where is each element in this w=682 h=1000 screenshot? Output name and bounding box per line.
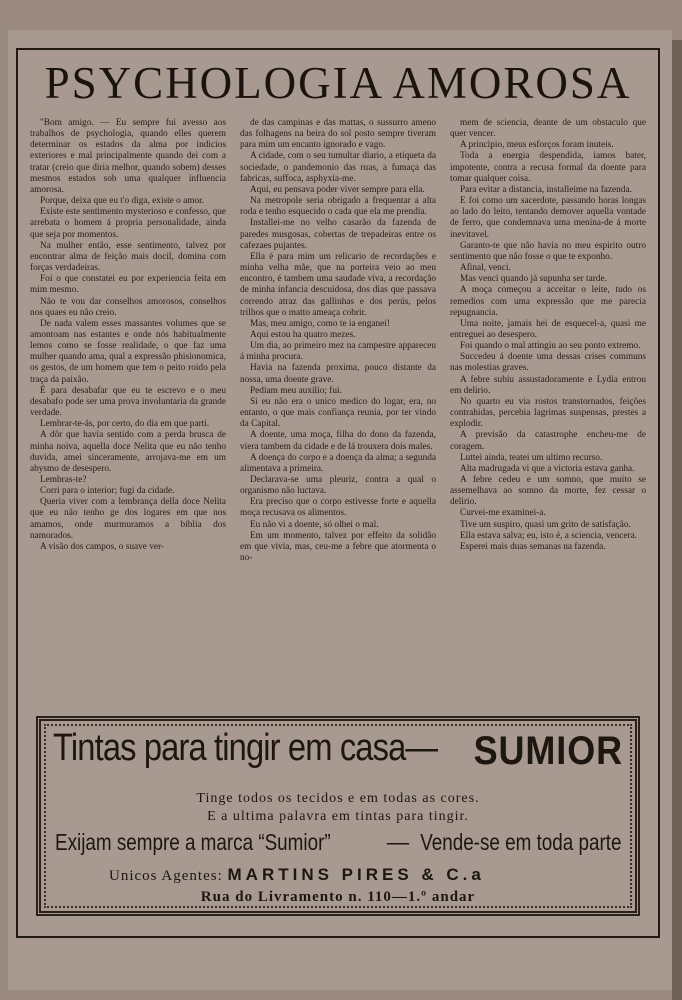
article-paragraph: Succedeu á doente uma dessas crises communs nas molestias graves.	[450, 352, 646, 374]
article-paragraph: Existe este sentimento mysterioso e confesso, que arrebata o homem á propria personalidade, ainda que seja por momentos.	[30, 207, 226, 240]
article-paragraph: A cidade, com o seu tumultar diario, a etiqueta da sociedade, o pandemonio das ruas, a fumaça das fabricas, suffoca, asphyxia-me.	[240, 151, 436, 184]
article-title: PSYCHOLOGIA AMOROSA	[44, 58, 632, 108]
article-paragraph: de das campinas e das mattas, o sussurro ameno das folhagens na beira do sol posto sempre tiveram para mim um encanto ignorado e vago.	[240, 118, 436, 151]
ad-agents-name: MARTINS PIRES & C.a	[227, 865, 485, 884]
article-paragraph: Em um momento, talvez por effeito da solidão em que vivia, mas, ceu-me a febre que atormenta o no-	[240, 530, 436, 564]
article-paragraph: Havia na fazenda proxima, pouco distante da nossa, uma doente grave.	[240, 363, 436, 385]
article-paragraph: Aqui, eu pensava poder viver sempre para ella.	[250, 184, 425, 195]
article-paragraph: Era preciso que o corpo estivesse forte e aquella moça recusava os alimentos.	[240, 497, 436, 519]
article-paragraph: É para desabafar que eu te escrevo e o meu desabafo pode ser uma prova involuntaria da grande verdade.	[30, 385, 226, 419]
article-paragraph: Installei-me no velho casarão da fazenda de paredes musgosas, cobertas de trepadeiras entre os cafezaes pujantes.	[240, 218, 436, 251]
article-paragraph: Mas, meu amigo, como te ia enganei!	[250, 318, 390, 329]
article-column-2	[240, 118, 436, 716]
article-paragraph: Lembrar-te-ás, por certo, do dia em que parti.	[40, 419, 210, 430]
article-paragraph: A visão dos campos, o suave ver-	[40, 541, 165, 552]
article-paragraph: Lembras-te?	[40, 475, 87, 485]
article-column-3	[450, 118, 646, 716]
ad-brand-name: SUMIOR	[473, 729, 623, 773]
article-paragraph: Esperei mais duas semanas na fazenda.	[460, 541, 606, 552]
article-paragraph: Foi quando o mal attingiu ao seu ponto extremo.	[460, 341, 641, 352]
article-paragraph: Para evitar a distancia, installeime na fazenda.	[460, 184, 632, 195]
article-paragraph: Porque, deixa que eu t'o diga, existe o amor.	[40, 196, 205, 207]
article-paragraph: Uma noite, jamais hei de esquecel-a, quasi me entreguei ao desespero.	[450, 318, 646, 340]
ad-sold-everywhere: Vende-se em toda parte	[419, 829, 621, 855]
advertisement-box	[36, 716, 640, 916]
article-paragraph: A febre cedeu e um somno, que muito se assemelhava ao somno da morte, fez cessar o delirio.	[450, 475, 646, 508]
article-paragraph: Pediam meu auxilio; fui.	[250, 385, 342, 396]
article-paragraph: Curvei-me examinei-a.	[460, 508, 546, 519]
article-paragraph: Ella estava salva; eu, isto é, a sciencia, vencera.	[460, 530, 638, 541]
article-paragraph: E foi como um sacerdote, passando horas longas ao lado do leito, tentando demover aquella vontade de ferro, que condemnava uma menina-de á morte inevitavel.	[450, 196, 646, 240]
article-paragraph: Queria viver com a lembrança della doce Nelita que eu não tenho ge dos logares em que nos amamos, onde murmuramos a biblia dos namorados.	[30, 497, 226, 541]
article-paragraph: Eu não vi a doente, só olhei o mal.	[250, 519, 379, 530]
article-paragraph: Mas venci quando já supunha ser tarde.	[460, 274, 607, 285]
article-paragraph: Si eu não era o unico medico do logar, era, no entanto, o que mais confiança reunia, por ter vindo da Capital.	[240, 396, 436, 430]
ad-tagline-1: Tinge todos os tecidos e em todas as cores.	[196, 791, 480, 806]
article-paragraph: Na mulher então, esse sentimento, talvez por encontrar alma de feição mais docil, domina com forças verdadeiras.	[30, 240, 226, 274]
article-paragraph: A dôr que havia sentido com a perda brusca de minha noiva, aquella doce Nelita que eu não tenho duvida, amei sinceramente, arrojava-me em um abysmo de desespero.	[30, 430, 226, 474]
article-paragraph: Aqui estou ha quatro mezes.	[250, 329, 356, 340]
article-column-1	[30, 118, 226, 716]
article-paragraph: Garanto-te que não havia no meu espirito outro sentimento que não fosse o que te exponho.	[450, 240, 646, 262]
article-paragraph: No quarto eu via rostos transtornados, feições contrahidas, percebia lagrimas suspensas, prestes a explodir.	[450, 396, 646, 430]
article-paragraph: Foi o que constatei eu por experiencia feita em mim mesmo.	[30, 274, 226, 296]
article-paragraph: A moça começou a acceitar o leite, tudo os remedios com uma expressão que me parecia repugnancia.	[450, 285, 646, 318]
article-paragraph: Corri para o interior; fugi da cidade.	[40, 486, 175, 497]
article-paragraph: De nada valem esses massantes volumes que se amontoam nas estantes e onde nós habitualmente lemos como se fosse realidade, o que faz uma mulher quando ama, qual a expressão phisionomica, os gestos, de um homem que tem o peito roido pela traça da paixão.	[30, 318, 226, 385]
ad-agents-line	[109, 865, 485, 885]
ad-separator-dash: —	[387, 829, 409, 854]
article-paragraph: Alta madrugada vi que a victoria estava ganha.	[460, 463, 635, 474]
article-paragraph: A doença do corpo e a doença da alma; a segunda alimentava a primeira.	[240, 452, 436, 474]
article-paragraph: Um dia, ao primeiro mez na campestre appareceu á minha procura.	[240, 341, 436, 363]
article-paragraph: Toda a energia despendida, iamos bater, impotente, contra a recusa formal da doente para tomar qualquer coisa.	[450, 151, 646, 184]
article-paragraph: Na metropole seria obrigado a frequentar a alta roda e tenho esquecido o cada que ela me prendia.	[240, 196, 436, 218]
article-paragraph: Afinal, venci.	[460, 263, 511, 274]
ad-headline: Tintas para tingir em casa—	[53, 727, 438, 769]
article-paragraph: A doente, uma moça, filha do dono da fazenda, viera tambem da cidade e de lá trouxera dois males.	[240, 430, 436, 452]
article-paragraph: A previsão da catastrophe encheu-me de coragem.	[450, 430, 646, 452]
article-paragraph: mem de sciencia, deante de um obstaculo que quer vencer.	[450, 118, 646, 140]
article-paragraph: Ella é para mim um relicario de recordações e minha velha mãe, que na porteira veio ao meu encontro, é tambem uma saudade viva, a recordação de minha infancia descuidosa, dos dias que passava correndo atraz das gallinhas e dos perús, pelos trilhos que o matto ameaça cobrir.	[240, 251, 436, 318]
ad-address: Rua do Livramento n. 110—1.º andar	[200, 889, 476, 905]
article-paragraph: Não te vou dar conselhos amorosos, conselhos nos quaes eu não creio.	[30, 296, 226, 318]
article-paragraph: "Bom amigo. — Eu sempre fui avesso aos trabalhos de psychologia, quando elles querem determinar os estados da alma por indicios exteriores e mal principalmente quando dei com a tratar (creio que diria melhor, quando sobem) desses mesmos estados sob uma qualquer influencia amorosa.	[30, 118, 226, 195]
page-edge	[672, 40, 682, 1000]
ad-tagline-2: E a ultima palavra em tintas para tingir.	[207, 809, 469, 824]
ad-demand-text: Exijam sempre a marca “Sumior”	[55, 829, 331, 855]
article-paragraph: Luttei ainda, teatei um ultimo recurso.	[460, 452, 603, 463]
article-paragraph: Declarava-se uma pleuriz, contra a qual o organismo não luctava.	[240, 475, 436, 497]
ad-headline-row	[53, 727, 633, 785]
article-paragraph: A febre subiu assustadoramente e Lydia entrou em delirio.	[450, 374, 646, 396]
article-paragraph: Tive um suspiro, quasi um grito de satisfação.	[460, 519, 631, 530]
ad-agents-label: Unicos Agentes:	[109, 868, 223, 884]
article-paragraph: A principio, meus esforços foram inuteis.	[460, 140, 614, 151]
